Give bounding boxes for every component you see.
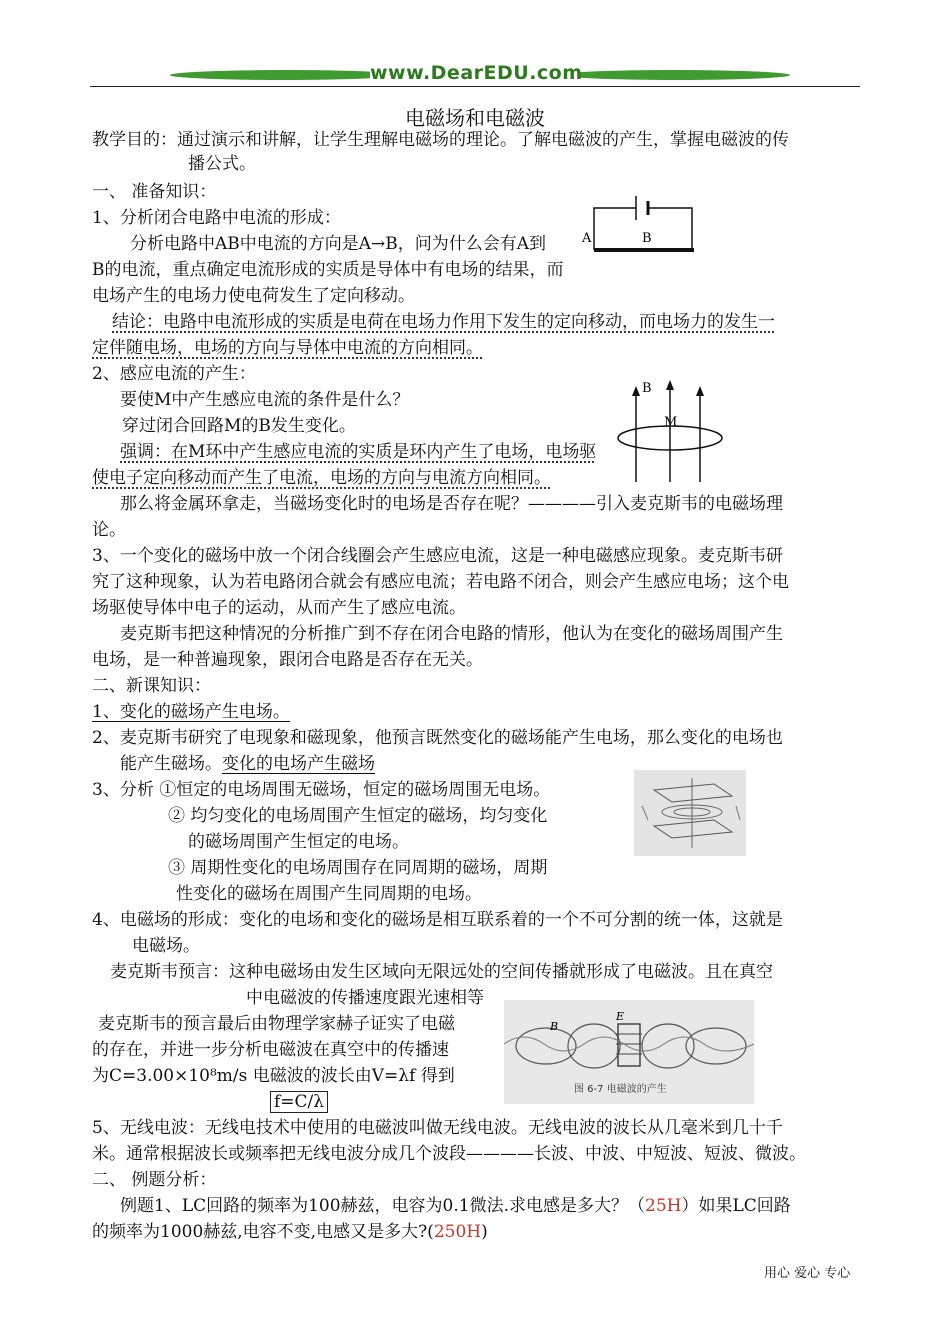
point-5-line-2: 米。通常根据波长或频率把无线电波分成几个波段————长波、中波、中短波、短波、微波。 (92, 1144, 806, 1164)
em-wave-image (504, 1000, 754, 1104)
formula-text: f=C/λ (270, 1091, 328, 1113)
logo-swoosh-left (168, 70, 402, 80)
answer-2: 250H (433, 1222, 482, 1242)
point-2-line-2 (120, 752, 375, 776)
header-banner (90, 62, 860, 90)
paragraph-line: 要使M中产生感应电流的条件是什么？ (120, 390, 410, 410)
section-heading-3: 二、 例题分析： (92, 1170, 217, 1190)
paragraph-line: B的电流，重点确定电流形成的实质是导体中有电场的结果，而 (92, 260, 564, 280)
example-question-2a: ）如果LC回路 (681, 1196, 791, 1216)
page-title: 电磁场和电磁波 (405, 106, 545, 130)
point-4-line-2: 电磁场。 (132, 936, 200, 956)
objective-line-2: 播公式。 (188, 154, 256, 174)
conclusion-line-1: 结论：电路中电流形成的实质是电荷在电场力作用下发生的定向移动，而电场力的发生一 (112, 312, 775, 332)
objective-line-1: 教学目的：通过演示和讲解，让学生理解电磁场的理论。了解电磁波的产生，掌握电磁波的传 (92, 130, 789, 150)
field-plates-image (634, 770, 746, 856)
label-a: A (582, 231, 592, 246)
prediction-line-1: 麦克斯韦预言：这种电磁场由发生区域向无限远处的空间传播就形成了电磁波。且在真空 (110, 962, 773, 982)
arrow-up-icon (666, 380, 674, 390)
paragraph-line: 场驱使导体中电子的运动，从而产生了感应电流。 (92, 598, 466, 618)
answer-1: 25H (645, 1196, 682, 1216)
analysis-line-2: ② 均匀变化的电场周围产生恒定的磁场，均匀变化 (168, 806, 548, 826)
label-e: E (616, 1010, 625, 1023)
label-b: B (550, 1020, 559, 1033)
paragraph-line: 3、一个变化的磁场中放一个闭合线圈会产生感应电流，这是一种电磁感应现象。麦克斯韦研 (92, 546, 783, 566)
arrow-up-icon (696, 386, 704, 396)
closing-paren: ) (481, 1222, 488, 1242)
analysis-line-1: 3、分析 ①恒定的电场周围无磁场，恒定的磁场周围无电场。 (92, 780, 551, 800)
section-heading-2: 二、新课知识： (92, 676, 211, 696)
header-rule (90, 86, 860, 87)
formula-box (270, 1090, 328, 1114)
paragraph-line: 那么将金属环拿走，当磁场变化时的电场是否存在呢？————引入麦克斯韦的电磁场理 (120, 494, 783, 514)
emphasis-line-1: 强调：在M环中产生感应电流的实质是环内产生了电场，电场驱 (120, 442, 597, 462)
logo-swoosh-right (558, 70, 792, 80)
example-line-1 (120, 1194, 791, 1218)
label-m: M (664, 415, 678, 430)
subheading-2: 2、感应电流的产生： (92, 364, 256, 384)
circuit-diagram (582, 188, 700, 258)
example-question-2b: 的频率为1000赫兹,电容不变,电感又是多大?( (92, 1222, 434, 1242)
figure-caption: 图 6-7 电磁波的产生 (574, 1084, 667, 1095)
footer-slogan: 用心 爱心 专心 (764, 1266, 851, 1281)
paragraph-line: 论。 (92, 520, 126, 540)
paragraph-line: 电场产生的电场力使电荷发生了定向移动。 (92, 286, 415, 306)
emphasis-line-2: 使电子定向移动而产生了电流，电场的方向与电流方向相同。 (92, 468, 551, 488)
label-b: B (642, 231, 652, 246)
point-4-line-1: 4、电磁场的形成：变化的电场和变化的磁场是相互联系着的一个不可分割的统一体，这就是 (92, 910, 783, 930)
hertz-line-2: 的存在，并进一步分析电磁波在真空中的传播速 (92, 1040, 449, 1060)
example-question-1: 例题1、LC回路的频率为100赫兹，电容为0.1微法.求电感是多大？（ (120, 1196, 645, 1216)
paragraph-line: 麦克斯韦把这种情况的分析推广到不存在闭合电路的情形，他认为在变化的磁场周围产生 (120, 624, 783, 644)
example-line-2 (92, 1220, 488, 1244)
point-2-underlined: 变化的电场产生磁场 (222, 754, 375, 774)
paragraph-line: 究了这种现象，认为若电路闭合就会有感应电流；若电路不闭合，则会产生感应电场；这个电 (92, 572, 789, 592)
analysis-line-5: 性变化的磁场在周围产生同周期的电场。 (176, 884, 482, 904)
analysis-line-3: 的磁场周围产生恒定的电场。 (188, 832, 409, 852)
conclusion-line-2: 定伴随电场，电场的方向与导体中电流的方向相同。 (92, 338, 483, 358)
label-b: B (642, 381, 652, 396)
point-1: 1、变化的磁场产生电场。 (92, 702, 290, 722)
hertz-line-1: 麦克斯韦的预言最后由物理学家赫子证实了电磁 (98, 1014, 455, 1034)
analysis-line-4: ③ 周期性变化的电场周围存在同周期的磁场，周期 (168, 858, 548, 878)
subheading-1: 1、分析闭合电路中电流的形成： (92, 208, 341, 228)
point-5-line-1: 5、无线电波：无线电技术中使用的电磁波叫做无线电波。无线电波的波长从几毫米到几十千 (92, 1118, 783, 1138)
point-2-line-1: 2、麦克斯韦研究了电现象和磁现象，他预言既然变化的磁场能产生电场，那么变化的电场也 (92, 728, 783, 748)
arrow-up-icon (632, 386, 640, 396)
section-heading-1: 一、 准备知识： (92, 182, 217, 202)
paragraph-line: 穿过闭合回路M的B发生变化。 (122, 416, 356, 436)
prediction-line-2: 中电磁波的传播速度跟光速相等 (246, 988, 484, 1008)
induction-ring-diagram (618, 378, 726, 488)
hertz-line-3: 为C=3.00×10⁸m/s 电磁波的波长由V=λf 得到 (92, 1066, 455, 1086)
point-2-text: 能产生磁场。 (120, 754, 222, 774)
paragraph-line: 分析电路中AB中电流的方向是A→B，问为什么会有A到 (130, 234, 547, 254)
paragraph-line: 电场，是一种普遍现象，跟闭合电路是否存在无关。 (92, 650, 483, 670)
site-logo[interactable]: www.DearEDU.com (370, 62, 583, 84)
